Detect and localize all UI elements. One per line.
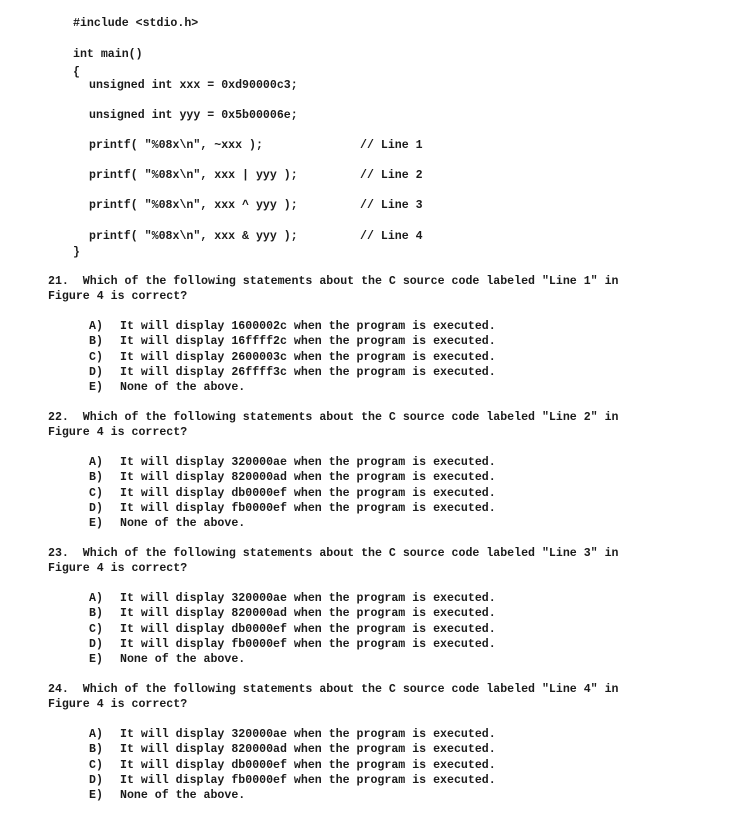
question-stem-cont: Figure 4 is correct? — [48, 426, 188, 439]
option-label-c: C) — [89, 759, 103, 772]
question-stem-cont: Figure 4 is correct? — [48, 562, 188, 575]
option-text-a: It will display 320000ae when the program is executed. — [120, 728, 496, 741]
option-label-a: A) — [89, 728, 103, 741]
option-label-b: B) — [89, 335, 103, 348]
question-stem: 24. Which of the following statements about the C source code labeled "Line 4" in — [48, 683, 619, 696]
option-label-d: D) — [89, 638, 103, 651]
code-main-signature: int main() — [73, 48, 143, 61]
code-printf-line-1: printf( "%08x\n", ~xxx ); — [89, 139, 263, 152]
code-printf-line-2: printf( "%08x\n", xxx | yyy ); — [89, 169, 298, 182]
option-text-a: It will display 1600002c when the program is executed. — [120, 320, 496, 333]
option-label-b: B) — [89, 743, 103, 756]
option-label-b: B) — [89, 471, 103, 484]
code-comment-line-1: // Line 1 — [360, 139, 423, 152]
code-printf-line-4: printf( "%08x\n", xxx & yyy ); — [89, 230, 298, 243]
option-text-b: It will display 820000ad when the program is executed. — [120, 607, 496, 620]
question-stem-cont: Figure 4 is correct? — [48, 290, 188, 303]
option-text-c: It will display db0000ef when the program is executed. — [120, 487, 496, 500]
option-text-d: It will display fb0000ef when the program is executed. — [120, 638, 496, 651]
option-label-d: D) — [89, 774, 103, 787]
code-comment-line-2: // Line 2 — [360, 169, 423, 182]
option-text-d: It will display 26ffff3c when the program is executed. — [120, 366, 496, 379]
option-label-b: B) — [89, 607, 103, 620]
option-label-e: E) — [89, 789, 103, 802]
option-label-a: A) — [89, 320, 103, 333]
option-text-e: None of the above. — [120, 653, 246, 666]
option-text-d: It will display fb0000ef when the program is executed. — [120, 502, 496, 515]
option-text-c: It will display db0000ef when the program is executed. — [120, 623, 496, 636]
option-label-c: C) — [89, 623, 103, 636]
option-label-e: E) — [89, 517, 103, 530]
option-text-d: It will display fb0000ef when the program is executed. — [120, 774, 496, 787]
option-label-c: C) — [89, 487, 103, 500]
option-label-a: A) — [89, 592, 103, 605]
code-decl-yyy: unsigned int yyy = 0x5b00006e; — [89, 109, 298, 122]
option-label-e: E) — [89, 653, 103, 666]
option-text-a: It will display 320000ae when the program is executed. — [120, 592, 496, 605]
option-text-e: None of the above. — [120, 517, 246, 530]
option-text-a: It will display 320000ae when the program is executed. — [120, 456, 496, 469]
option-label-d: D) — [89, 366, 103, 379]
question-stem: 22. Which of the following statements about the C source code labeled "Line 2" in — [48, 411, 619, 424]
code-printf-line-3: printf( "%08x\n", xxx ^ yyy ); — [89, 199, 298, 212]
question-stem: 23. Which of the following statements about the C source code labeled "Line 3" in — [48, 547, 619, 560]
option-label-c: C) — [89, 351, 103, 364]
question-stem: 21. Which of the following statements about the C source code labeled "Line 1" in — [48, 275, 619, 288]
code-comment-line-4: // Line 4 — [360, 230, 423, 243]
code-include: #include <stdio.h> — [73, 17, 199, 30]
code-comment-line-3: // Line 3 — [360, 199, 423, 212]
option-text-b: It will display 820000ad when the program is executed. — [120, 471, 496, 484]
option-label-e: E) — [89, 381, 103, 394]
option-text-c: It will display db0000ef when the program is executed. — [120, 759, 496, 772]
question-stem-cont: Figure 4 is correct? — [48, 698, 188, 711]
option-text-e: None of the above. — [120, 381, 246, 394]
option-label-d: D) — [89, 502, 103, 515]
code-open-brace: { — [73, 66, 80, 79]
option-label-a: A) — [89, 456, 103, 469]
option-text-e: None of the above. — [120, 789, 246, 802]
option-text-b: It will display 820000ad when the program is executed. — [120, 743, 496, 756]
option-text-c: It will display 2600003c when the program is executed. — [120, 351, 496, 364]
code-close-brace: } — [73, 246, 80, 259]
option-text-b: It will display 16ffff2c when the program is executed. — [120, 335, 496, 348]
code-decl-xxx: unsigned int xxx = 0xd90000c3; — [89, 79, 298, 92]
